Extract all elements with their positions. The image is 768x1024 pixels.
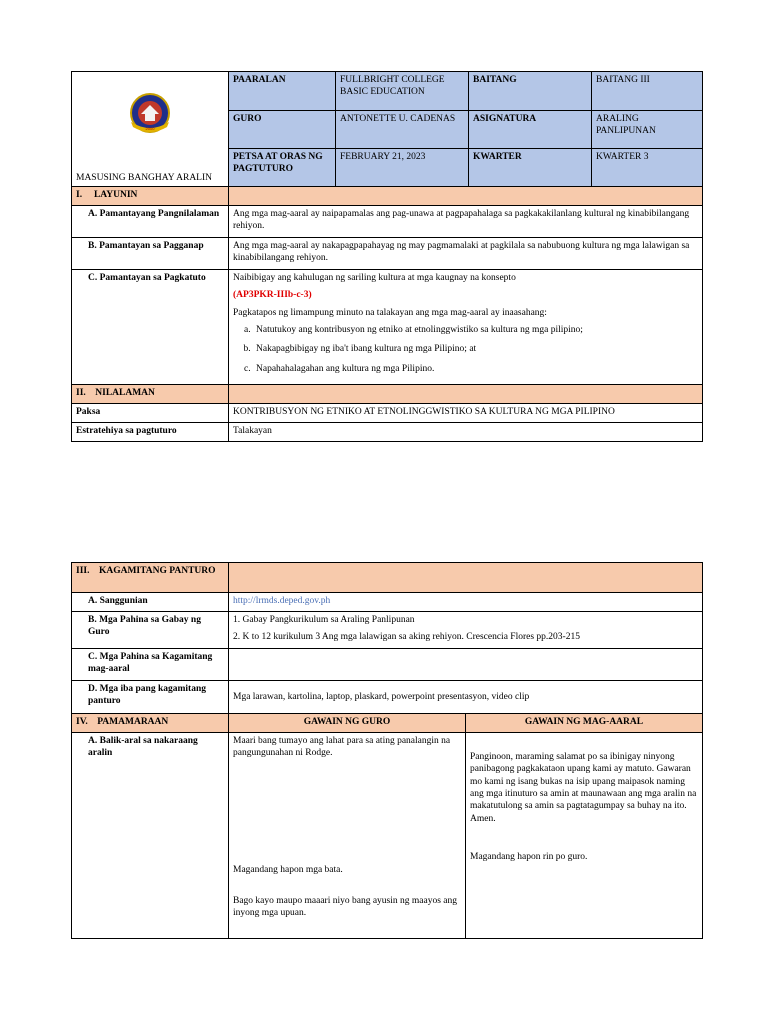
section-nilalaman-title: II. NILALAMAN bbox=[72, 385, 229, 404]
section-nilalaman-empty bbox=[229, 385, 703, 404]
iba-pang-kagamitan-text: Mga larawan, kartolina, laptop, plaskard, powerpoint presentasyon, video clip bbox=[233, 691, 530, 702]
balik-aral-label: A. Balik-aral sa nakaraang aralin bbox=[72, 733, 229, 939]
pamantayang-pangnilalaman-text: Ang mga mag-aaral ay naipapamalas ang pag-unawa at pagpapahalaga sa pagkakakilanlang kultural ng kinabibilangang rehiyon. bbox=[229, 206, 703, 238]
gabay-guro-content bbox=[229, 612, 703, 649]
gawain-guro-content bbox=[229, 733, 466, 939]
lesson-plan-table-2 bbox=[71, 562, 703, 939]
pagkatuto-objectives-list bbox=[233, 324, 698, 375]
paksa-value: KONTRIBUSYON NG ETNIKO AT ETNOLINGGWISTIKO SA KULTURA NG MGA PILIPINO bbox=[229, 404, 703, 423]
kagamitang-mag-aaral-label: C. Mga Pahina sa Kagamitang mag-aaral bbox=[72, 649, 229, 681]
gabay-guro-line1: 1. Gabay Pangkurikulum sa Araling Panlipunan bbox=[233, 615, 415, 625]
guro-prayer-instruction: Maari bang tumayo ang lahat para sa ating panalangin na pangungunahan ni Rodge. bbox=[233, 736, 451, 759]
guro-label: GURO bbox=[229, 111, 336, 149]
gabay-guro-line2: 2. K to 12 kurikulum 3 Ang mga lalawigan sa aking rehiyon. Crescencia Flores pp.203-215 bbox=[233, 632, 580, 643]
kwarter-label: KWARTER bbox=[469, 149, 592, 187]
objective-item: b. Nakapagbibigay ng iba't ibang kultura ng mga Pilipino; at bbox=[253, 343, 698, 355]
paaralan-label: PAARALAN bbox=[229, 72, 336, 111]
estratehiya-value: Talakayan bbox=[229, 423, 703, 442]
pamantayan-pagganap-text: Ang mga mag-aaral ay nakapagpapahayag ng may pagmamalaki at pagkilala sa nabubuong kultura ng mga lalawigan sa kinabibilangang rehiyon. bbox=[229, 238, 703, 270]
petsa-label: PETSA AT ORAS NG PAGTUTURO bbox=[229, 149, 336, 187]
paaralan-value: FULLBRIGHT COLLEGE BASIC EDUCATION bbox=[336, 72, 469, 111]
section-layunin-title: I. LAYUNIN bbox=[72, 187, 229, 206]
col-gawain-guro: GAWAIN NG GURO bbox=[229, 714, 466, 733]
petsa-value: FEBRUARY 21, 2023 bbox=[336, 149, 469, 187]
guro-chair-instruction: Bago kayo maupo maaari niyo bang ayusin ng maayos ang inyong mga upuan. bbox=[233, 896, 457, 919]
objective-item: a. Natutukoy ang kontribusyon ng etniko at etnolinggwistiko sa kultura ng mga pilipino; bbox=[253, 324, 698, 336]
gawain-mag-aaral-content bbox=[466, 733, 703, 939]
objective-item: c. Napahahalagahan ang kultura ng mga Pilipino. bbox=[253, 363, 698, 375]
baitang-label: BAITANG bbox=[469, 72, 592, 111]
pagkatuto-intro: Pagkatapos ng limampung minuto na talakayan ang mga mag-aaral ay inaasahang: bbox=[233, 307, 547, 318]
section-layunin-empty bbox=[229, 187, 703, 206]
section-kagamitang-title: III. KAGAMITANG PANTURO bbox=[72, 563, 229, 593]
guro-value: ANTONETTE U. CADENAS bbox=[336, 111, 469, 149]
pamantayan-pagkatuto-label: C. Pamantayan sa Pagkatuto bbox=[72, 270, 229, 385]
aaral-prayer: Panginoon, maraming salamat po sa ibinigay ninyong panibagong pagkakataon upang kami ay matuto. Gawaran mo kami ng isang bukas na isip upang maipasok naming ang mga itinuturo sa amin at maunawaan ang mga aralin na makatutulong sa amin sa pagtatagumpay sa buhay na ito. Amen. bbox=[470, 752, 697, 824]
pagkatuto-line1: Naibibigay ang kahulugan ng sariling kultura at mga kaugnay na konsepto bbox=[233, 273, 516, 283]
sanggunian-value bbox=[229, 593, 703, 612]
kagamitang-mag-aaral-value bbox=[229, 649, 703, 681]
asignatura-value: ARALING PANLIPUNAN bbox=[592, 111, 703, 149]
baitang-value: BAITANG III bbox=[592, 72, 703, 111]
asignatura-label: ASIGNATURA bbox=[469, 111, 592, 149]
gabay-guro-label: B. Mga Pahina sa Gabay ng Guro bbox=[72, 612, 229, 649]
svg-text:2000: 2000 bbox=[145, 125, 155, 131]
lesson-plan-table-1 bbox=[71, 71, 703, 442]
paksa-label: Paksa bbox=[72, 404, 229, 423]
estratehiya-label: Estratehiya sa pagtuturo bbox=[72, 423, 229, 442]
sanggunian-label: A. Sanggunian bbox=[72, 593, 229, 612]
iba-pang-kagamitan-value bbox=[229, 681, 703, 714]
school-logo bbox=[127, 92, 173, 134]
section-pamamaraan-title: IV. PAMAMARAAN bbox=[72, 714, 229, 733]
aaral-greeting: Magandang hapon rin po guro. bbox=[470, 852, 588, 863]
doc-title: MASUSING BANGHAY ARALIN bbox=[76, 172, 213, 183]
section-kagamitang-empty bbox=[229, 563, 703, 593]
pagkatuto-code: (AP3PKR-IIIb-c-3) bbox=[233, 290, 312, 301]
kwarter-value: KWARTER 3 bbox=[592, 149, 703, 187]
pamantayan-pagganap-label: B. Pamantayan sa Pagganap bbox=[72, 238, 229, 270]
pamantayang-pangnilalaman-label: A. Pamantayang Pangnilalaman bbox=[72, 206, 229, 238]
col-gawain-mag-aaral: GAWAIN NG MAG-AARAL bbox=[466, 714, 703, 733]
logo-title-cell bbox=[72, 72, 229, 187]
guro-greeting: Magandang hapon mga bata. bbox=[233, 864, 343, 875]
iba-pang-kagamitan-label: D. Mga iba pang kagamitang panturo bbox=[72, 681, 229, 714]
pamantayan-pagkatuto-content bbox=[229, 270, 703, 385]
sanggunian-link[interactable]: http://lrmds.deped.gov.ph bbox=[233, 596, 331, 606]
